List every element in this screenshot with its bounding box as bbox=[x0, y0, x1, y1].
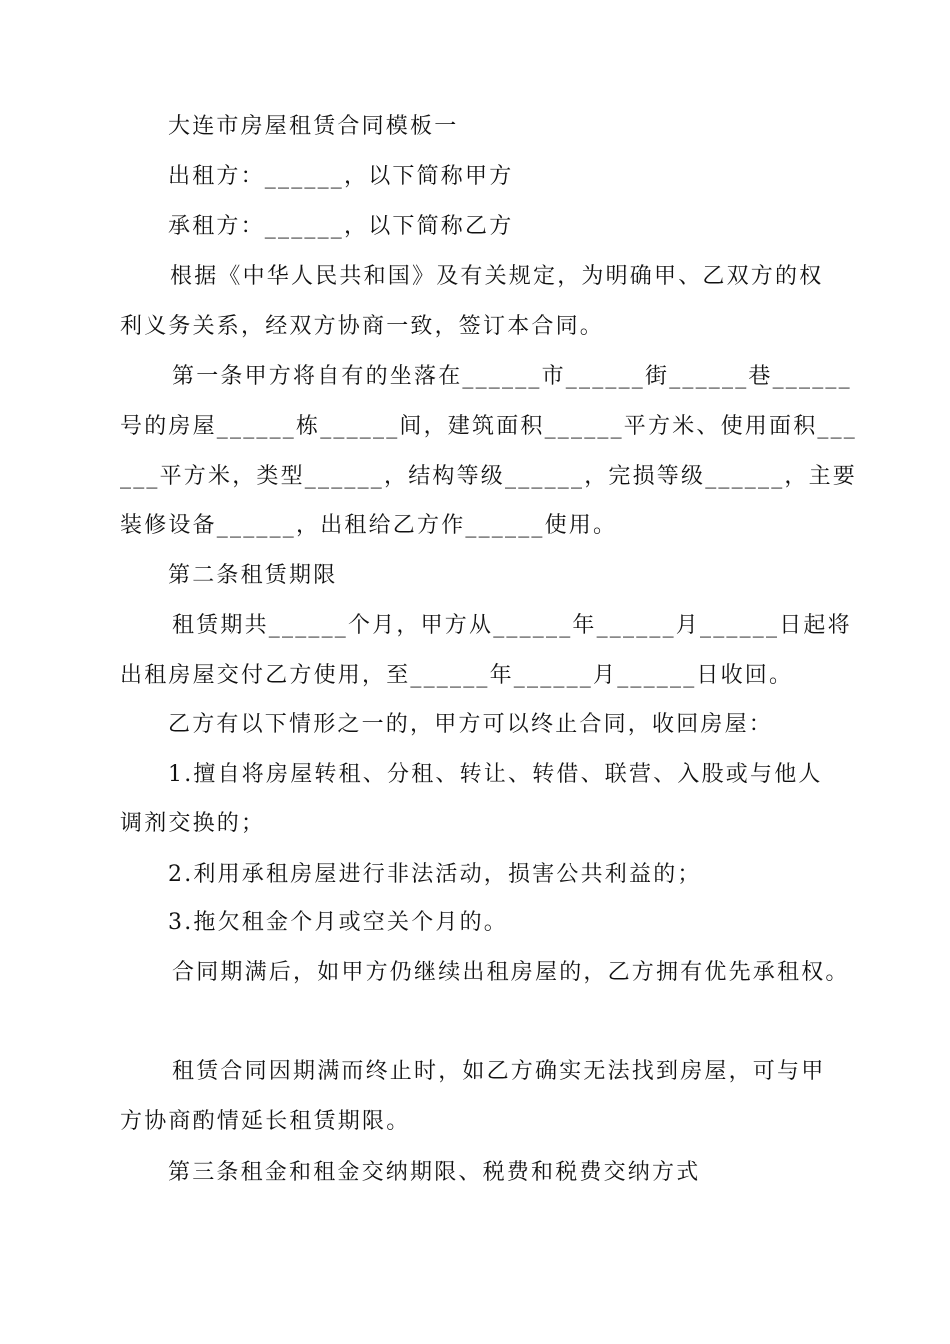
document-title: 大连市房屋租赁合同模板一 bbox=[168, 114, 459, 139]
lessor-line: 出租方：______，以下简称甲方 bbox=[168, 164, 514, 189]
term-line-1: 租赁期共______个月，甲方从______年______月______日起将 bbox=[172, 613, 852, 638]
termination-item-1: 1.擅自将房屋转租、分租、转让、转借、联营、入股或与他人 bbox=[168, 762, 823, 787]
extension-line-1: 租赁合同因期满而终止时，如乙方确实无法找到房屋，可与甲 bbox=[172, 1059, 826, 1084]
termination-item-3: 3.拖欠租金个月或空关个月的。 bbox=[168, 910, 508, 935]
article1-line-4: 装修设备______，出租给乙方作______使用。 bbox=[120, 513, 618, 538]
priority-line: 合同期满后，如甲方仍继续出租房屋的，乙方拥有优先承租权。 bbox=[172, 960, 850, 985]
termination-intro: 乙方有以下情形之一的，甲方可以终止合同，收回房屋： bbox=[168, 712, 774, 737]
article2-heading: 第二条租赁期限 bbox=[168, 563, 338, 588]
preamble-line-1: 根据《中华人民共和国》及有关规定，为明确甲、乙双方的权 bbox=[170, 264, 824, 289]
article1-line-2: 号的房屋______栋______间，建筑面积______平方米、使用面积___ bbox=[120, 414, 858, 439]
article1-line-3: ___平方米，类型______，结构等级______，完损等级______，主要 bbox=[120, 464, 858, 489]
extension-line-2: 方协商酌情延长租赁期限。 bbox=[120, 1109, 411, 1134]
article3-heading: 第三条租金和租金交纳期限、税费和税费交纳方式 bbox=[168, 1160, 701, 1185]
term-line-2: 出租房屋交付乙方使用，至______年______月______日收回。 bbox=[120, 663, 794, 688]
termination-item-1-cont: 调剂交换的； bbox=[120, 811, 266, 836]
article1-line-1: 第一条甲方将自有的坐落在______市______街______巷______ bbox=[172, 364, 852, 389]
preamble-line-2: 利义务关系，经双方协商一致，签订本合同。 bbox=[120, 314, 605, 339]
lessee-line: 承租方：______，以下简称乙方 bbox=[168, 214, 514, 239]
termination-item-2: 2.利用承租房屋进行非法活动，损害公共利益的； bbox=[168, 862, 702, 887]
